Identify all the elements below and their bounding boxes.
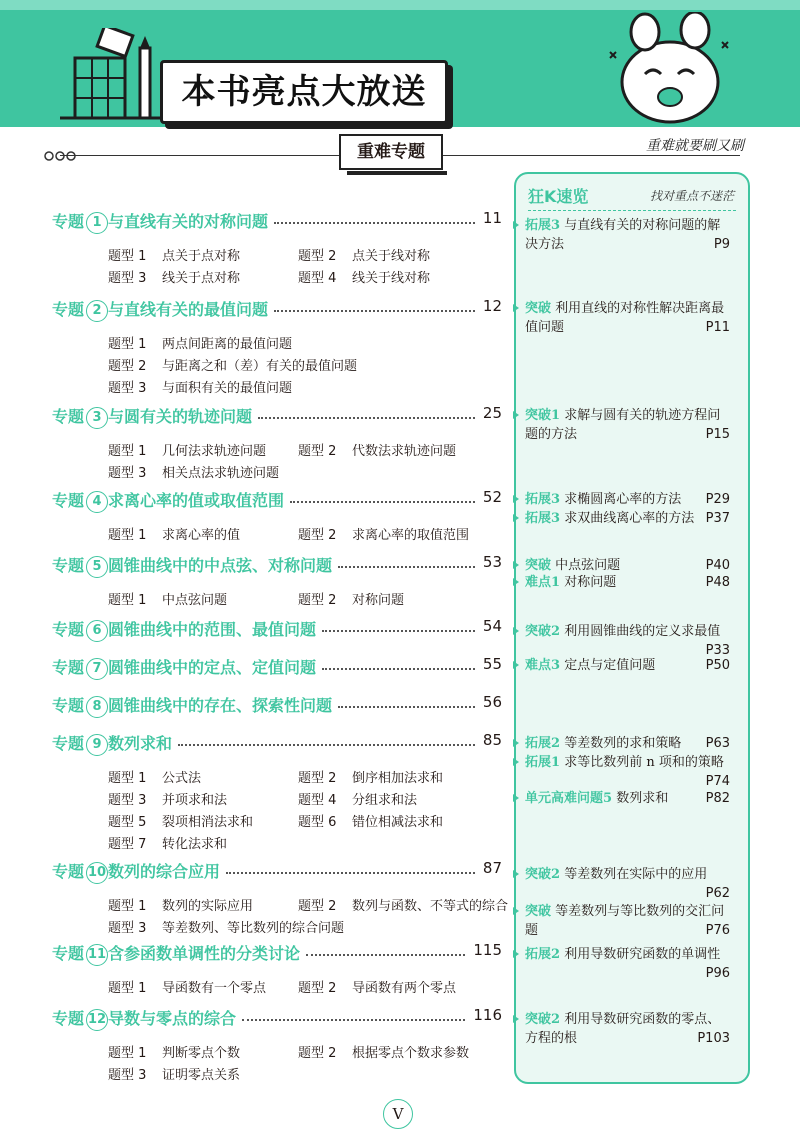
exercise-type-label: 题型 2 bbox=[298, 528, 337, 543]
reference-tag: 拓展2 bbox=[525, 947, 561, 962]
exercise-type-text: 几何法求轨迹问题 bbox=[162, 444, 267, 459]
topic-number: 2 bbox=[86, 300, 108, 322]
reference-page: P50 bbox=[705, 658, 730, 673]
reference-text: 求双曲线离心率的方法 bbox=[564, 511, 695, 526]
reference-tag: 突破 bbox=[525, 904, 552, 919]
exercise-type bbox=[108, 977, 266, 996]
topic-label bbox=[52, 209, 268, 234]
topic-page: 12 bbox=[482, 297, 502, 315]
exercise-type bbox=[108, 589, 227, 608]
reference-item bbox=[525, 216, 730, 254]
reference-text: 求解与圆有关的轨迹方程问题的方法 bbox=[525, 408, 721, 442]
reference-tag: 突破 bbox=[525, 558, 552, 573]
exercise-type-text: 转化法求和 bbox=[162, 837, 228, 852]
topic-label bbox=[52, 617, 316, 642]
topic-prefix: 专题 bbox=[52, 658, 85, 677]
reference-text: 利用直线的对称性解决距离最值问题 bbox=[525, 301, 725, 335]
reference-item bbox=[525, 865, 730, 903]
topic-page: 56 bbox=[482, 693, 502, 711]
reference-tag: 难点1 bbox=[525, 575, 561, 590]
pointer-arrow-icon bbox=[513, 561, 519, 569]
exercise-type-text: 数列的实际应用 bbox=[162, 899, 254, 914]
reference-text: 等差数列的求和策略 bbox=[564, 736, 682, 751]
topic-page: 11 bbox=[482, 209, 502, 227]
topic-label bbox=[52, 655, 316, 680]
pointer-arrow-icon bbox=[513, 794, 519, 802]
pointer-arrow-icon bbox=[513, 304, 519, 312]
topic-prefix: 专题 bbox=[52, 491, 85, 510]
topic-prefix: 专题 bbox=[52, 556, 85, 575]
topic-row bbox=[52, 941, 502, 965]
exercise-type-label: 题型 1 bbox=[108, 528, 147, 543]
pointer-arrow-icon bbox=[513, 411, 519, 419]
decorative-dots-icon bbox=[44, 149, 84, 163]
topic-page: 25 bbox=[482, 404, 502, 422]
reference-page: P33 bbox=[705, 643, 730, 658]
topic-number: 5 bbox=[86, 556, 108, 578]
topic-title: 与直线有关的对称问题 bbox=[108, 212, 269, 231]
reference-item bbox=[525, 509, 730, 528]
dot-leader bbox=[338, 706, 475, 708]
reference-text: 定点与定值问题 bbox=[564, 658, 656, 673]
topic-number: 7 bbox=[86, 658, 108, 680]
topic-page: 55 bbox=[482, 655, 502, 673]
exercise-type-text: 对称问题 bbox=[352, 593, 405, 608]
pointer-arrow-icon bbox=[513, 907, 519, 915]
exercise-type-text: 数列与函数、不等式的综合 bbox=[352, 899, 509, 914]
topic-page: 116 bbox=[473, 1006, 502, 1024]
panel-divider bbox=[528, 210, 736, 211]
dot-leader bbox=[274, 310, 475, 312]
pointer-arrow-icon bbox=[513, 495, 519, 503]
exercise-type-label: 题型 2 bbox=[298, 771, 337, 786]
exercise-type bbox=[108, 333, 292, 352]
topic-title: 数列求和 bbox=[108, 734, 173, 753]
exercise-type bbox=[298, 811, 443, 830]
topic-page: 115 bbox=[473, 941, 502, 959]
exercise-type bbox=[108, 267, 240, 286]
pointer-arrow-icon bbox=[513, 627, 519, 635]
reference-item bbox=[525, 789, 730, 808]
topic-row bbox=[52, 488, 502, 512]
topic-title: 圆锥曲线中的存在、探索性问题 bbox=[108, 696, 333, 715]
topic-page: 52 bbox=[482, 488, 502, 506]
topic-page: 54 bbox=[482, 617, 502, 635]
topic-row bbox=[52, 617, 502, 641]
exercise-type bbox=[108, 440, 266, 459]
pointer-arrow-icon bbox=[513, 870, 519, 878]
exercise-type bbox=[108, 245, 240, 264]
pointer-arrow-icon bbox=[513, 578, 519, 586]
topic-number: 12 bbox=[86, 1009, 108, 1031]
topic-title: 求离心率的值或取值范围 bbox=[108, 491, 285, 510]
topic-prefix: 专题 bbox=[52, 944, 85, 963]
exercise-type-text: 线关于点对称 bbox=[162, 271, 241, 286]
reference-item bbox=[525, 734, 730, 753]
exercise-type bbox=[108, 895, 253, 914]
topic-label bbox=[52, 488, 284, 513]
exercise-type-label: 题型 3 bbox=[108, 921, 147, 936]
exercise-type-text: 错位相减法求和 bbox=[352, 815, 444, 830]
pointer-arrow-icon bbox=[513, 950, 519, 958]
reference-page: P48 bbox=[705, 575, 730, 590]
topic-number: 4 bbox=[86, 491, 108, 513]
exercise-type-text: 分组求和法 bbox=[352, 793, 418, 808]
exercise-type-label: 题型 1 bbox=[108, 1046, 147, 1061]
dot-leader bbox=[290, 501, 475, 503]
cartoon-mascot-icon bbox=[600, 12, 740, 124]
topic-page: 87 bbox=[482, 859, 502, 877]
dot-leader bbox=[178, 744, 475, 746]
topic-row bbox=[52, 404, 502, 428]
reference-page: P63 bbox=[705, 736, 730, 751]
pointer-arrow-icon bbox=[513, 661, 519, 669]
topic-prefix: 专题 bbox=[52, 862, 85, 881]
topic-number: 1 bbox=[86, 212, 108, 234]
reference-tag: 拓展3 bbox=[525, 492, 561, 507]
reference-item bbox=[525, 945, 730, 983]
topic-title: 与圆有关的轨迹问题 bbox=[108, 407, 253, 426]
reference-tag: 拓展1 bbox=[525, 755, 561, 770]
exercise-type-label: 题型 1 bbox=[108, 771, 147, 786]
exercise-type-label: 题型 4 bbox=[298, 271, 337, 286]
topic-prefix: 专题 bbox=[52, 1009, 85, 1028]
reference-tag: 突破2 bbox=[525, 1012, 561, 1027]
section-tab: 重难专题 bbox=[339, 134, 443, 170]
exercise-type-text: 线关于线对称 bbox=[352, 271, 431, 286]
pointer-arrow-icon bbox=[513, 758, 519, 766]
exercise-type-label: 题型 3 bbox=[108, 1068, 147, 1083]
exercise-type bbox=[108, 811, 253, 830]
topic-label bbox=[52, 941, 300, 966]
exercise-type-text: 两点间距离的最值问题 bbox=[162, 337, 293, 352]
exercise-type bbox=[298, 245, 430, 264]
topic-label bbox=[52, 859, 220, 884]
reference-tag: 突破2 bbox=[525, 624, 561, 639]
exercise-type-label: 题型 3 bbox=[108, 271, 147, 286]
exercise-type bbox=[298, 767, 443, 786]
reference-tag: 拓展2 bbox=[525, 736, 561, 751]
exercise-type bbox=[108, 524, 240, 543]
exercise-type-text: 判断零点个数 bbox=[162, 1046, 241, 1061]
exercise-type-label: 题型 2 bbox=[298, 444, 337, 459]
exercise-type bbox=[108, 462, 279, 481]
reference-page: P74 bbox=[705, 774, 730, 789]
topic-number: 10 bbox=[86, 862, 108, 884]
exercise-type-text: 倒序相加法求和 bbox=[352, 771, 444, 786]
reference-item bbox=[525, 1010, 730, 1048]
banner-title: 本书亮点大放送 bbox=[181, 72, 427, 112]
top-banner bbox=[0, 0, 800, 127]
exercise-type-label: 题型 2 bbox=[298, 981, 337, 996]
exercise-type bbox=[298, 977, 456, 996]
exercise-type bbox=[298, 895, 508, 914]
exercise-type-label: 题型 1 bbox=[108, 249, 147, 264]
topic-number: 11 bbox=[86, 944, 108, 966]
exercise-type-label: 题型 1 bbox=[108, 444, 147, 459]
topic-row bbox=[52, 731, 502, 755]
topic-title: 含参函数单调性的分类讨论 bbox=[108, 944, 301, 963]
exercise-type-label: 题型 2 bbox=[108, 359, 147, 374]
exercise-type-text: 导函数有一个零点 bbox=[162, 981, 267, 996]
reference-text: 对称问题 bbox=[564, 575, 617, 590]
reference-page: P82 bbox=[705, 791, 730, 806]
topic-label bbox=[52, 553, 332, 578]
reference-page: P103 bbox=[697, 1031, 730, 1046]
exercise-type-text: 相关点法求轨迹问题 bbox=[162, 466, 280, 481]
topic-title: 导数与零点的综合 bbox=[108, 1009, 237, 1028]
reference-tag: 拓展3 bbox=[525, 218, 561, 233]
pointer-arrow-icon bbox=[513, 1015, 519, 1023]
exercise-type-text: 并项求和法 bbox=[162, 793, 228, 808]
topic-prefix: 专题 bbox=[52, 696, 85, 715]
pointer-arrow-icon bbox=[513, 221, 519, 229]
panel-subtitle: 找对重点不迷茫 bbox=[649, 189, 734, 203]
reference-tag: 突破2 bbox=[525, 867, 561, 882]
topic-row bbox=[52, 553, 502, 577]
exercise-type-text: 点关于点对称 bbox=[162, 249, 241, 264]
exercise-type bbox=[108, 833, 227, 852]
topic-number: 8 bbox=[86, 696, 108, 718]
reference-tag: 难点3 bbox=[525, 658, 561, 673]
exercise-type-label: 题型 2 bbox=[298, 1046, 337, 1061]
exercise-type bbox=[108, 355, 357, 374]
reference-item bbox=[525, 406, 730, 444]
reference-tag: 拓展3 bbox=[525, 511, 561, 526]
panel-title: 狂K速览 bbox=[528, 187, 589, 206]
topic-number: 3 bbox=[86, 407, 108, 429]
reference-text: 数列求和 bbox=[616, 791, 669, 806]
exercise-type-label: 题型 2 bbox=[298, 899, 337, 914]
reference-page: P62 bbox=[705, 886, 730, 901]
exercise-type-text: 与面积有关的最值问题 bbox=[162, 381, 293, 396]
topic-page: 53 bbox=[482, 553, 502, 571]
exercise-type bbox=[298, 589, 404, 608]
topic-number: 9 bbox=[86, 734, 108, 756]
banner-title-box bbox=[160, 60, 448, 124]
topic-prefix: 专题 bbox=[52, 734, 85, 753]
exercise-type bbox=[298, 789, 417, 808]
reference-text: 中点弦问题 bbox=[555, 558, 621, 573]
reference-tag: 单元高难问题5 bbox=[525, 791, 613, 806]
dot-leader bbox=[226, 872, 475, 874]
banner-stripe bbox=[0, 0, 800, 10]
topic-title: 圆锥曲线中的中点弦、对称问题 bbox=[108, 556, 333, 575]
exercise-type bbox=[108, 1042, 240, 1061]
books-building-icon bbox=[50, 28, 170, 126]
exercise-type bbox=[108, 377, 292, 396]
reference-item bbox=[525, 573, 730, 592]
topic-label bbox=[52, 1006, 236, 1031]
exercise-type-label: 题型 2 bbox=[298, 249, 337, 264]
topic-title: 与直线有关的最值问题 bbox=[108, 300, 269, 319]
reference-item bbox=[525, 753, 730, 791]
exercise-type-text: 公式法 bbox=[162, 771, 202, 786]
dot-leader bbox=[322, 668, 475, 670]
topic-title: 数列的综合应用 bbox=[108, 862, 221, 881]
reference-item bbox=[525, 299, 730, 337]
exercise-type-label: 题型 5 bbox=[108, 815, 147, 830]
exercise-type-text: 点关于线对称 bbox=[352, 249, 431, 264]
reference-page: P29 bbox=[705, 492, 730, 507]
topic-title: 圆锥曲线中的定点、定值问题 bbox=[108, 658, 317, 677]
reference-item bbox=[525, 902, 730, 940]
exercise-type-label: 题型 1 bbox=[108, 899, 147, 914]
exercise-type bbox=[108, 767, 201, 786]
topic-title: 圆锥曲线中的范围、最值问题 bbox=[108, 620, 317, 639]
reference-page: P9 bbox=[713, 237, 730, 252]
dot-leader bbox=[322, 630, 475, 632]
exercise-type-label: 题型 1 bbox=[108, 337, 147, 352]
reference-page: P76 bbox=[705, 923, 730, 938]
topic-prefix: 专题 bbox=[52, 620, 85, 639]
topic-row bbox=[52, 859, 502, 883]
topic-prefix: 专题 bbox=[52, 407, 85, 426]
exercise-type-text: 与距离之和（差）有关的最值问题 bbox=[162, 359, 358, 374]
reference-page: P37 bbox=[705, 511, 730, 526]
topic-label bbox=[52, 693, 332, 718]
reference-item bbox=[525, 622, 730, 660]
topic-row bbox=[52, 209, 502, 233]
exercise-type-text: 求离心率的取值范围 bbox=[352, 528, 470, 543]
reference-text: 等差数列在实际中的应用 bbox=[564, 867, 708, 882]
dot-leader bbox=[338, 566, 475, 568]
pointer-arrow-icon bbox=[513, 739, 519, 747]
reference-text: 与直线有关的对称问题的解决方法 bbox=[525, 218, 721, 252]
section-slogan: 重难就要刷又刷 bbox=[646, 138, 744, 154]
exercise-type-text: 求离心率的值 bbox=[162, 528, 241, 543]
topic-row bbox=[52, 693, 502, 717]
exercise-type bbox=[108, 917, 344, 936]
reference-text: 求椭圆离心率的方法 bbox=[564, 492, 682, 507]
exercise-type-label: 题型 3 bbox=[108, 793, 147, 808]
topic-row bbox=[52, 655, 502, 679]
reference-page: P15 bbox=[705, 427, 730, 442]
exercise-type bbox=[298, 524, 469, 543]
dot-leader bbox=[306, 954, 465, 956]
topic-row bbox=[52, 1006, 502, 1030]
reference-page: P96 bbox=[705, 966, 730, 981]
exercise-type-text: 导函数有两个零点 bbox=[352, 981, 457, 996]
exercise-type bbox=[108, 1064, 240, 1083]
topic-label bbox=[52, 731, 172, 756]
topic-label bbox=[52, 404, 252, 429]
topic-prefix: 专题 bbox=[52, 300, 85, 319]
page-number: V bbox=[383, 1099, 413, 1129]
topic-row bbox=[52, 297, 502, 321]
exercise-type bbox=[298, 440, 456, 459]
reference-text: 利用导数研究函数的单调性 bbox=[564, 947, 721, 962]
reference-text: 利用导数研究函数的零点、方程的根 bbox=[525, 1012, 721, 1046]
exercise-type-text: 裂项相消法求和 bbox=[162, 815, 254, 830]
exercise-type-label: 题型 3 bbox=[108, 466, 147, 481]
topic-number: 6 bbox=[86, 620, 108, 642]
topic-label bbox=[52, 297, 268, 322]
exercise-type-label: 题型 6 bbox=[298, 815, 337, 830]
exercise-type-text: 代数法求轨迹问题 bbox=[352, 444, 457, 459]
reference-tag: 突破1 bbox=[525, 408, 561, 423]
reference-page: P40 bbox=[705, 558, 730, 573]
reference-text: 求等比数列前 n 项和的策略 bbox=[564, 755, 724, 770]
exercise-type-label: 题型 1 bbox=[108, 981, 147, 996]
exercise-type-text: 等差数列、等比数列的综合问题 bbox=[162, 921, 345, 936]
exercise-type-label: 题型 7 bbox=[108, 837, 147, 852]
reference-tag: 突破 bbox=[525, 301, 552, 316]
dot-leader bbox=[242, 1019, 465, 1021]
reference-text: 利用圆锥曲线的定义求最值 bbox=[564, 624, 721, 639]
dot-leader bbox=[258, 417, 475, 419]
dot-leader bbox=[274, 222, 475, 224]
exercise-type-label: 题型 3 bbox=[108, 381, 147, 396]
exercise-type-text: 根据零点个数求参数 bbox=[352, 1046, 470, 1061]
topic-page: 85 bbox=[482, 731, 502, 749]
reference-text: 等差数列与等比数列的交汇问题 bbox=[525, 904, 725, 938]
topic-prefix: 专题 bbox=[52, 212, 85, 231]
exercise-type-label: 题型 4 bbox=[298, 793, 337, 808]
exercise-type bbox=[298, 1042, 469, 1061]
exercise-type bbox=[108, 789, 227, 808]
reference-page: P11 bbox=[705, 320, 730, 335]
exercise-type bbox=[298, 267, 430, 286]
reference-item bbox=[525, 490, 730, 509]
exercise-type-label: 题型 2 bbox=[298, 593, 337, 608]
pointer-arrow-icon bbox=[513, 514, 519, 522]
exercise-type-text: 中点弦问题 bbox=[162, 593, 228, 608]
exercise-type-text: 证明零点关系 bbox=[162, 1068, 241, 1083]
exercise-type-label: 题型 1 bbox=[108, 593, 147, 608]
reference-item bbox=[525, 656, 730, 675]
